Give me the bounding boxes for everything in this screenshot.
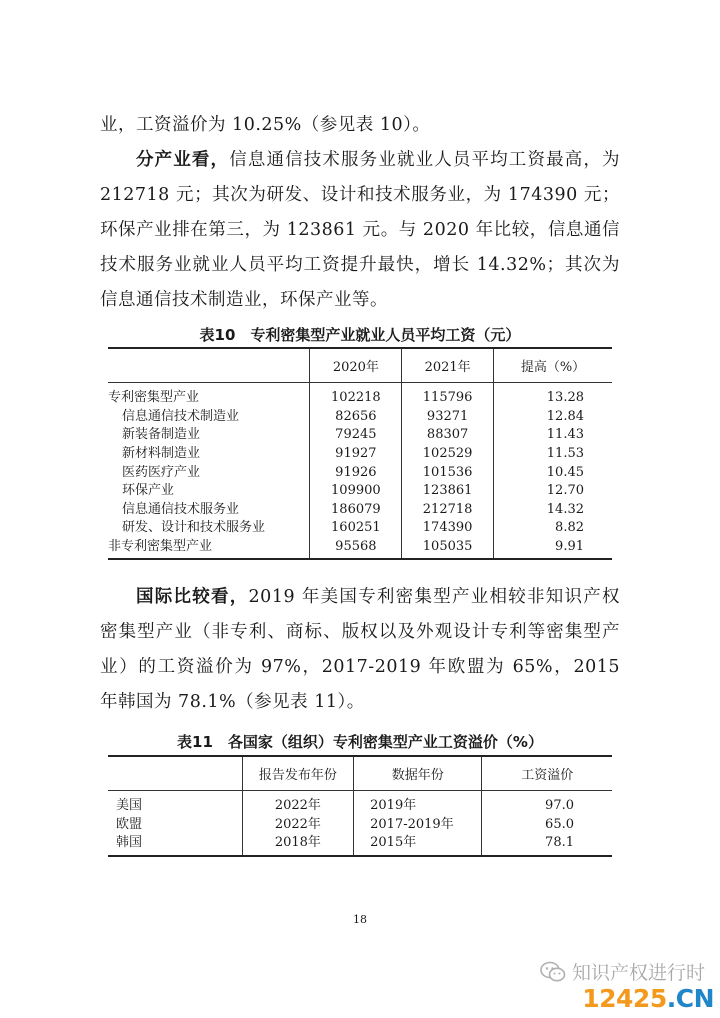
- table10-cell-increase: 9.91: [493, 538, 612, 560]
- table-row: [108, 463, 612, 482]
- paragraph-lead: 分产业看，: [136, 150, 230, 170]
- table-row: [108, 816, 612, 835]
- table10-cell-increase: 8.82: [493, 519, 612, 538]
- table10-cell-2021: 101536: [402, 463, 494, 482]
- site-logo-dot: .: [666, 984, 676, 1013]
- table-row: [108, 538, 612, 560]
- paragraph-body: 信息通信技术服务业就业人员平均工资最高，为 212718 元；其次为研发、设计和技术服务业，为 174390 元；环保产业排在第三，为 123861 元。与 2020 年比较，信息通信技术服务业就业人员平均工资提升最快，增长 14.32%；其次为信息通信技术制造业，环保产业等。: [100, 150, 621, 310]
- table10-cell-2021: 115796: [402, 383, 494, 408]
- table10-cell-name: 信息通信技术服务业: [122, 501, 240, 517]
- table10-cell-name: 新装备制造业: [122, 427, 201, 443]
- site-logo: [582, 985, 714, 1013]
- watermark-account: 知识产权进行时: [572, 962, 706, 984]
- table-row: [108, 408, 612, 427]
- table-row: [108, 834, 612, 856]
- table10-cell-2021: 174390: [402, 519, 494, 538]
- table10-cell-2021: 102529: [402, 445, 494, 464]
- table11-cell-country: 美国: [116, 798, 143, 814]
- table10-cell-2020: 186079: [310, 501, 402, 520]
- table10-cell-increase: 11.43: [493, 426, 612, 445]
- table11-cell-data-year: 2017-2019年: [354, 816, 482, 835]
- table-row: [108, 791, 612, 816]
- table10-cell-increase: 11.53: [493, 445, 612, 464]
- table-row: [108, 426, 612, 445]
- table10-cell-2021: 105035: [402, 538, 494, 560]
- watermark: [540, 958, 705, 985]
- table-row: [108, 519, 612, 538]
- table11-cell-report-year: 2022年: [242, 816, 354, 835]
- site-logo-tld: CN: [675, 984, 714, 1013]
- table11-header-data-year: 数据年份: [354, 756, 482, 791]
- table10-cell-2020: 109900: [310, 482, 402, 501]
- table11-cell-wage-premium: 78.1: [482, 834, 612, 856]
- table11-header-blank: [108, 756, 242, 791]
- table10-cell-2020: 160251: [310, 519, 402, 538]
- table10-cell-2021: 88307: [402, 426, 494, 445]
- table10-cell-increase: 14.32: [493, 501, 612, 520]
- table-row: [108, 383, 612, 408]
- table11-header-report-year: 报告发布年份: [242, 756, 354, 791]
- table10-header-increase: 提高（%）: [493, 348, 612, 383]
- table10-cell-2020: 102218: [310, 383, 402, 408]
- table11: [108, 755, 612, 857]
- table11-cell-data-year: 2015年: [354, 834, 482, 856]
- table10: [108, 347, 612, 560]
- site-logo-digits: 12425: [582, 984, 667, 1013]
- table10-cell-name: 专利密集型产业: [108, 390, 200, 406]
- table10-header-2021: 2021年: [402, 348, 494, 383]
- table10-cell-name: 非专利密集型产业: [108, 539, 213, 555]
- table10-cell-2020: 79245: [310, 426, 402, 445]
- table11-cell-wage-premium: 97.0: [482, 791, 612, 816]
- table10-header-blank: [108, 348, 310, 383]
- table10-cell-name: 新材料制造业: [122, 446, 201, 462]
- paragraph-lead: 国际比较看，: [136, 587, 249, 607]
- table-row: [108, 482, 612, 501]
- table10-cell-2021: 93271: [402, 408, 494, 427]
- table10-cell-2021: 212718: [402, 501, 494, 520]
- table10-cell-2020: 91926: [310, 463, 402, 482]
- table10-cell-name: 医药医疗产业: [122, 464, 201, 480]
- table-row: [108, 501, 612, 520]
- table10-cell-increase: 12.70: [493, 482, 612, 501]
- table10-caption: 表10 专利密集型产业就业人员平均工资（元）: [199, 326, 521, 344]
- table11-cell-report-year: 2022年: [242, 791, 354, 816]
- table10-header-2020: 2020年: [310, 348, 402, 383]
- table10-cell-increase: 10.45: [493, 463, 612, 482]
- table11-cell-wage-premium: 65.0: [482, 816, 612, 835]
- table10-cell-name: 环保产业: [122, 483, 175, 499]
- paragraph-industry-comparison: [100, 143, 620, 318]
- table11-caption: 表11 各国家（组织）专利密集型产业工资溢价（%）: [177, 733, 543, 751]
- table11-header-wage-premium: 工资溢价: [482, 756, 612, 791]
- table10-cell-2020: 95568: [310, 538, 402, 560]
- table11-cell-report-year: 2018年: [242, 834, 354, 856]
- table11-header-row: [108, 756, 612, 791]
- table10-cell-increase: 13.28: [493, 383, 612, 408]
- table10-cell-name: 研发、设计和技术服务业: [122, 520, 266, 536]
- table10-header-row: [108, 348, 612, 383]
- table10-cell-name: 信息通信技术制造业: [122, 408, 240, 424]
- table11-cell-country: 韩国: [116, 835, 143, 851]
- page-number: 18: [353, 913, 367, 926]
- table10-cell-2020: 82656: [310, 408, 402, 427]
- table10-cell-increase: 12.84: [493, 408, 612, 427]
- table10-cell-2021: 123861: [402, 482, 494, 501]
- wechat-icon: [540, 961, 566, 983]
- paragraph-continuation: 业，工资溢价为 10.25%（参见表 10）。: [100, 115, 431, 135]
- table11-cell-country: 欧盟: [116, 816, 143, 832]
- table11-cell-data-year: 2019年: [354, 791, 482, 816]
- paragraph-international-comparison: [100, 580, 620, 720]
- paragraph-body: 2019 年美国专利密集型产业相较非知识产权密集型产业（非专利、商标、版权以及外观设计专利等密集型产业）的工资溢价为 97%，2017-2019 年欧盟为 65%，2015 年韩国为 78.1%（参见表 11）。: [100, 587, 620, 712]
- table-row: [108, 445, 612, 464]
- table10-cell-2020: 91927: [310, 445, 402, 464]
